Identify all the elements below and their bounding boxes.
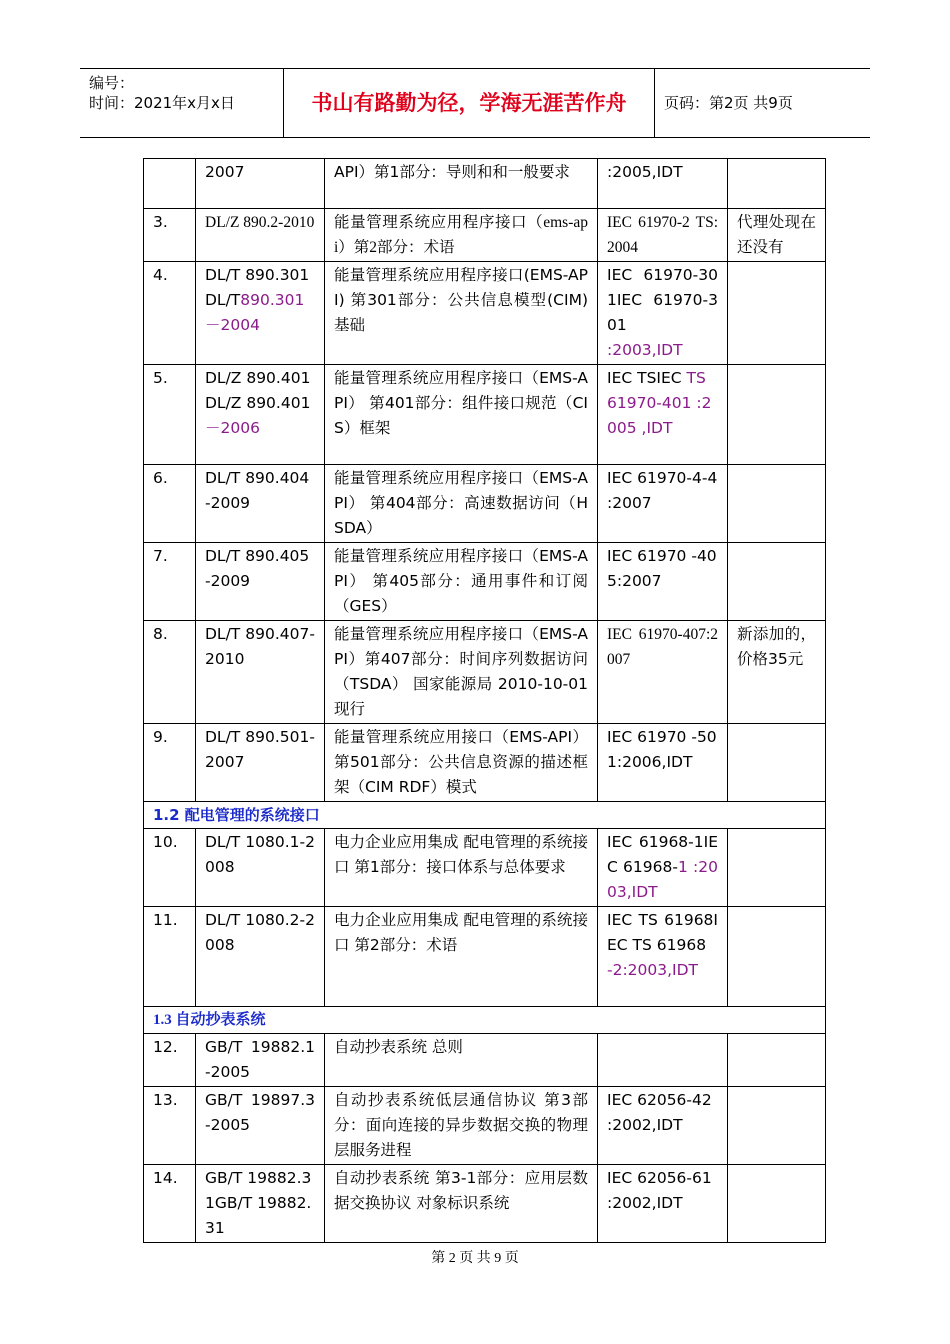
table-row [144,1034,826,1087]
row-number: 3. [144,209,196,262]
table-row [144,543,826,621]
iec-reference: IEC 61970-4-4 :2007 [598,465,728,543]
standard-name: 能量管理系统应用程序接口（EMS-API）第407部分：时间序列数据访问（TSDA） 国家能源局 2010-10-01现行 [325,621,598,724]
standard-name: 能量管理系统应用程序接口(EMS-API) 第301部分：公共信息模型(CIM)基础 [325,262,598,365]
iec-reference: IEC 61970 -405:2007 [598,543,728,621]
iec-reference: IEC 61970-301IEC 61970-301 :2003,IDT [598,262,728,365]
standard-code: DL/T 890.501-2007 [196,724,325,802]
iec-reference: IEC 62056-42 :2002,IDT [598,1087,728,1165]
note [728,543,826,621]
standards-table [143,158,826,1243]
standard-name: 电力企业应用集成 配电管理的系统接口 第2部分：术语 [325,907,598,1007]
page-header [80,68,870,138]
row-number: 5. [144,365,196,465]
standard-name: API）第1部分：导则和和一般要求 [325,159,598,209]
row-number: 13. [144,1087,196,1165]
table-row [144,907,826,1007]
row-number: 9. [144,724,196,802]
table-row [144,829,826,907]
section-heading: 1.3 自动抄表系统 [144,1007,826,1034]
standard-name: 能量管理系统应用接口（EMS-API）第501部分：公共信息资源的描述框架（CIM RDF）模式 [325,724,598,802]
section-row [144,1007,826,1034]
table-row [144,159,826,209]
standard-name: 能量管理系统应用程序接口（ems-api）第2部分：术语 [325,209,598,262]
note [728,1034,826,1087]
standard-code: GB/T 19882.31GB/T 19882.31 [196,1165,325,1243]
note [728,159,826,209]
standard-name: 自动抄表系统 总则 [325,1034,598,1087]
date-label: 时间：2021年x月x日 [89,94,235,112]
table-row [144,209,826,262]
page-footer: 第 2 页 共 9 页 [431,1251,519,1266]
row-number: 12. [144,1034,196,1087]
note [728,829,826,907]
row-number [144,159,196,209]
table-row [144,262,826,365]
standard-code: 2007 [196,159,325,209]
table-row [144,1087,826,1165]
iec-reference: IEC 61970-2 TS:2004 [598,209,728,262]
standard-code: GB/T 19897.3-2005 [196,1087,325,1165]
note: 新添加的，价格35元 [728,621,826,724]
note: 代理处现在还没有 [728,209,826,262]
section-row [144,802,826,829]
standard-name: 能量管理系统应用程序接口（EMS-API） 第404部分：高速数据访问（HSDA） [325,465,598,543]
table-row [144,621,826,724]
standard-name: 自动抄表系统 第3-1部分：应用层数据交换协议 对象标识系统 [325,1165,598,1243]
iec-reference: IEC 61968-1IEC 61968-1 :2003,IDT [598,829,728,907]
row-number: 11. [144,907,196,1007]
standard-code: DL/T 890.301DL/T890.301 －2004 [196,262,325,365]
row-number: 6. [144,465,196,543]
header-meta [80,69,283,137]
iec-reference: IEC 61970-407:2007 [598,621,728,724]
note [728,365,826,465]
header-motto: 书山有路勤为径，学海无涯苦作舟 [283,69,655,137]
standard-code: DL/T 890.405 -2009 [196,543,325,621]
standard-code: DL/T 890.407-2010 [196,621,325,724]
row-number: 8. [144,621,196,724]
standard-code: DL/T 1080.1-2008 [196,829,325,907]
table-row [144,365,826,465]
iec-reference: IEC TSIEC TS 61970-401 :2005 ,IDT [598,365,728,465]
standard-name: 电力企业应用集成 配电管理的系统接口 第1部分：接口体系与总体要求 [325,829,598,907]
note [728,724,826,802]
note [728,1087,826,1165]
row-number: 7. [144,543,196,621]
standard-code: GB/T 19882.1-2005 [196,1034,325,1087]
standard-name: 能量管理系统应用程序接口（EMS-API） 第401部分：组件接口规范（CIS）框架 [325,365,598,465]
standard-code: DL/Z 890.401DL/Z 890.401 －2006 [196,365,325,465]
standard-name: 自动抄表系统低层通信协议 第3部分：面向连接的异步数据交换的物理层服务进程 [325,1087,598,1165]
row-number: 4. [144,262,196,365]
iec-reference: IEC 61970 -501:2006,IDT [598,724,728,802]
note [728,465,826,543]
table-row [144,724,826,802]
standard-code: DL/T 890.404 -2009 [196,465,325,543]
section-heading: 1.2 配电管理的系统接口 [144,802,826,829]
iec-reference [598,1034,728,1087]
iec-reference: :2005,IDT [598,159,728,209]
number-label: 编号： [89,74,135,92]
iec-reference: IEC 62056-61 :2002,IDT [598,1165,728,1243]
standard-name: 能量管理系统应用程序接口（EMS-API） 第405部分：通用事件和订阅（GES） [325,543,598,621]
note [728,1165,826,1243]
table-row [144,1165,826,1243]
note [728,907,826,1007]
iec-reference: IEC TS 61968IEC TS 61968 -2:2003,IDT [598,907,728,1007]
note [728,262,826,365]
header-page-info: 页码：第2页 共9页 [664,94,793,112]
row-number: 10. [144,829,196,907]
standard-code: DL/T 1080.2-2008 [196,907,325,1007]
row-number: 14. [144,1165,196,1243]
table-row [144,465,826,543]
standard-code: DL/Z 890.2-2010 [196,209,325,262]
